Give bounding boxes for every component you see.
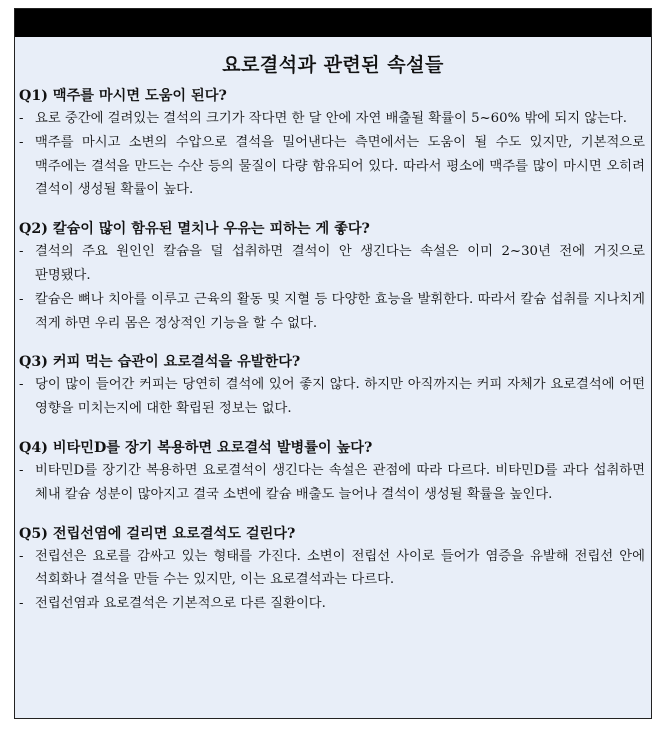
bullet-marker: -	[19, 111, 24, 126]
content-box	[14, 8, 652, 719]
answer-bullet	[19, 545, 645, 593]
bullet-marker: -	[19, 134, 24, 150]
answer-text: 전립선은 요로를 감싸고 있는 형태를 가진다. 소변이 전립선 사이로 들어가 염증을 유발해 전립선 안에 석회화나 결석을 만들 수는 있지만, 이는 요로결석과는 다르다.	[35, 548, 645, 588]
top-black-bar	[15, 9, 651, 37]
qa-section-4	[15, 437, 651, 507]
bullet-marker: -	[19, 462, 24, 478]
page-title: 요로결석과 관련된 속설들	[222, 54, 444, 76]
bullet-marker: -	[19, 377, 24, 393]
answer-text: 비타민D를 장기간 복용하면 요로결석이 생긴다는 속설은 관점에 따라 다르다. 비타민D를 과다 섭취하면 체내 칼슘 성분이 많아지고 결국 소변에 칼슘 배출도 늘어나 결석이 생성될 확률을 높인다.	[35, 462, 645, 502]
answer-bullet	[19, 373, 645, 421]
question-4: Q4) 비타민D를 장기 복용하면 요로결석 발병률이 높다?	[19, 439, 373, 456]
qa-section-2	[15, 218, 651, 335]
answer-bullet	[19, 592, 645, 616]
bullet-marker: -	[19, 291, 24, 307]
answer-text: 당이 많이 들어간 커피는 당연히 결석에 있어 좋지 않다. 하지만 아직까지는 커피 자체가 요로결석에 어떤 영향을 미치는지에 대한 확립된 정보는 없다.	[35, 377, 645, 417]
answer-text: 맥주를 마시고 소변의 수압으로 결석을 밀어낸다는 측면에서는 도움이 될 수도 있지만, 기본적으로 맥주에는 결석을 만드는 수산 등의 물질이 다량 함유되어 있다. 따라서 평소에 맥주를 많이 마시면 오히려 결석이 생성될 확률이 높다.	[35, 134, 645, 198]
answer-bullet	[19, 107, 645, 131]
bullet-marker: -	[19, 244, 24, 260]
answer-text: 결석의 주요 원인인 칼슘을 덜 섭취하면 결석이 안 생긴다는 속설은 이미 2~30년 전에 거짓으로 판명됐다.	[35, 244, 645, 283]
question-5: Q5) 전립선염에 걸리면 요로결석도 걸린다?	[19, 525, 296, 542]
answer-text: 전립선염과 요로결석은 기본적으로 다른 질환이다.	[35, 596, 326, 612]
bullet-marker: -	[19, 548, 24, 564]
question-1: Q1) 맥주를 마시면 도움이 된다?	[19, 88, 227, 104]
answer-bullet	[19, 131, 645, 202]
answer-text: 요로 중간에 걸려있는 결석의 크기가 작다면 한 달 안에 자연 배출될 확률이 5~60% 밖에 되지 않는다.	[35, 111, 628, 126]
question-3: Q3) 커피 먹는 습관이 요로결석을 유발한다?	[19, 354, 301, 371]
answer-bullet	[19, 459, 645, 507]
answer-text: 칼슘은 뼈나 치아를 이루고 근육의 활동 및 지혈 등 다양한 효능을 발휘한다. 따라서 칼슘 섭취를 지나치게 적게 하면 우리 몸은 정상적인 기능을 할 수 없다.	[35, 291, 645, 331]
question-2: Q2) 칼슘이 많이 함유된 멸치나 우유는 피하는 게 좋다?	[19, 221, 370, 238]
qa-section-1	[15, 85, 651, 202]
bullet-marker: -	[19, 596, 24, 612]
qa-section-3	[15, 351, 651, 421]
answer-bullet	[19, 288, 645, 336]
qa-section-5	[15, 523, 651, 616]
answer-bullet	[19, 240, 645, 288]
